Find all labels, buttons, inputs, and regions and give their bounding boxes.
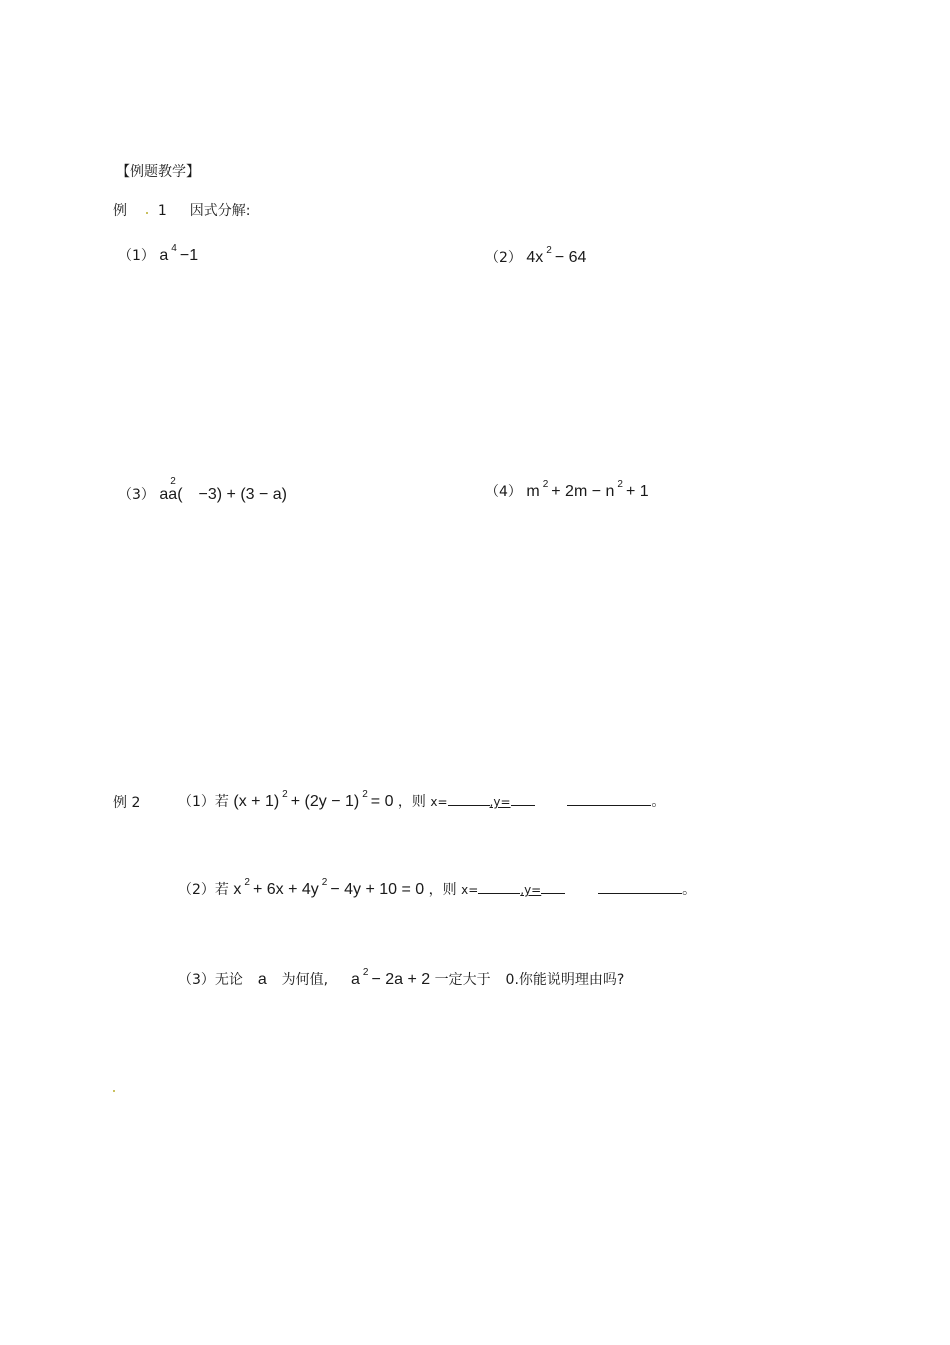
y-answer-blank[interactable]	[541, 879, 565, 894]
item-number: （1）	[118, 248, 155, 264]
y-answer-blank[interactable]	[511, 791, 535, 806]
factor-item-1	[118, 245, 198, 265]
question-number: （1）若	[178, 794, 229, 810]
math-expression: m $^2$ + 2m − n $^2$ + 1	[526, 479, 649, 500]
y-answer-label: ,y=	[489, 795, 511, 809]
math-expression: aa 2 ( −3) + (3 − a)	[159, 476, 288, 503]
math-expression: a $^2$ − 2a + 2	[351, 967, 431, 988]
y-answer-label: ,y=	[520, 883, 542, 897]
math-expression: (x + 1) $^2$ + (2y − 1) $^2$ = 0	[233, 789, 394, 810]
math-expression: x $^2$ + 6x + 4y $^2$ − 4y + 10 = 0	[233, 877, 425, 898]
item-number: （4）	[485, 484, 522, 500]
stray-dot	[113, 1090, 115, 1092]
example2-question-2: （2）若 x $^2$ + 6x + 4y $^2$ − 4y + 10 = 0 ，则 x= ,y= 。	[178, 877, 697, 898]
example1-number: 1	[157, 203, 167, 219]
example2-question-1: （1）若 (x + 1) $^2$ + (2y − 1) $^2$ = 0 ，则 x= ,y= 。	[178, 789, 666, 810]
x-answer-blank[interactable]	[448, 791, 490, 806]
example2-label: 例 2	[113, 795, 141, 811]
factor-item-2	[485, 247, 586, 267]
math-expression: 4x $^2$ − 64	[526, 245, 587, 266]
math-expression: a $^4$ −1	[159, 243, 199, 264]
extra-answer-blank[interactable]	[598, 879, 682, 894]
example1-heading	[113, 200, 250, 220]
extra-answer-blank[interactable]	[567, 791, 651, 806]
stray-dot	[146, 212, 148, 214]
x-answer-label: x=	[430, 795, 448, 809]
x-answer-label: x=	[461, 883, 479, 897]
factor-item-4	[485, 481, 649, 501]
example2-question-3: （3）无论 a 为何值, a $^2$ − 2a + 2 一定大于 0.你能说明理由吗?	[178, 967, 625, 988]
factor-item-3	[118, 476, 288, 504]
example1-label: 例	[113, 203, 127, 219]
section-title: 【例题教学】	[116, 164, 200, 180]
question-number: （2）若	[178, 882, 229, 898]
item-number: （3）	[118, 487, 155, 503]
item-number: （2）	[485, 250, 522, 266]
x-answer-blank[interactable]	[478, 879, 520, 894]
question-number: （3）无论	[178, 972, 243, 988]
example1-instruction: 因式分解:	[189, 203, 251, 219]
